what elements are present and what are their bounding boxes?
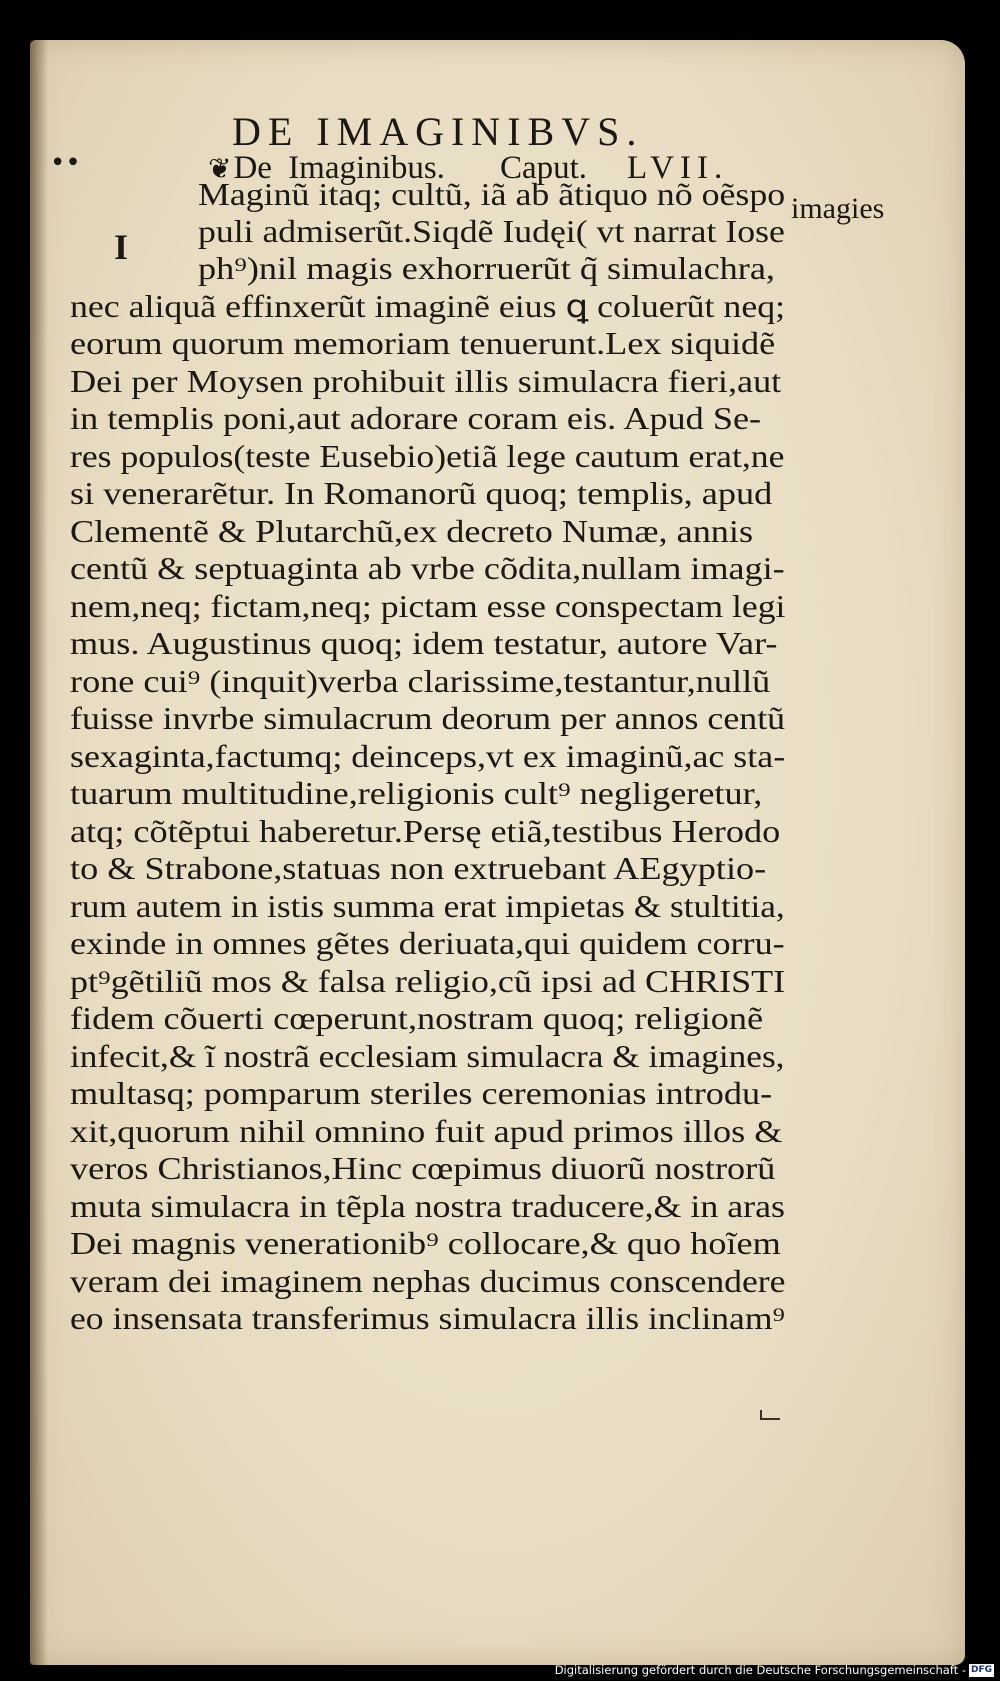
digitization-footer	[555, 1663, 994, 1677]
corner-dots: ••	[50, 148, 81, 178]
text-line: rum autem in istis summa erat impietas & stultitia,	[70, 889, 785, 924]
text-line: multasq; pomparum steriles ceremonias introdu-	[70, 1076, 773, 1111]
text-line: Clementẽ & Plutarchũ,ex decreto Numæ, annis	[70, 514, 754, 549]
text-line: atq; cõtẽptui haberetur.Persę etiã,testibus Herodo	[70, 814, 781, 849]
text-line: Maginũ itaq; cultũ, iã ab ãtiquo nõ oẽspo	[198, 177, 786, 212]
drop-initial: I	[114, 227, 129, 267]
chapter-title: De Imaginibus.	[233, 150, 445, 186]
chapter-number: LVII.	[627, 150, 729, 186]
margin-note: imagies	[791, 192, 885, 225]
dfg-logo: DFG	[970, 1664, 992, 1675]
text-line: veros Christianos,Hinc cœpimus diuorũ nostrorũ	[70, 1151, 776, 1186]
text-line: muta simulacra in tẽpla nostra traducere,& in aras	[70, 1189, 786, 1224]
text-line: nec aliquã effinxerũt imaginẽ eius ꝗ coluerũt neq;	[70, 289, 786, 324]
text-line: fidem cõuerti cœperunt,nostram quoq; religionẽ	[70, 1001, 764, 1036]
text-line: in templis poni,aut adorare coram eis. Apud Se-	[70, 401, 762, 436]
text-line: ph⁹)nil magis exhorruerũt q̃ simulachra,	[198, 251, 775, 286]
text-line: eo insensata transferimus simulacra illis inclinam⁹	[70, 1301, 785, 1336]
text-line: rone cui⁹ (inquit)verba clarissime,testantur,nullũ	[70, 664, 771, 699]
text-line: sexaginta,factumq; deinceps,vt ex imaginũ,ac sta-	[70, 739, 786, 774]
text-line: tuarum multitudine,religionis cult⁹ negligeretur,	[70, 776, 763, 811]
running-head: DE IMAGINIBVS.	[232, 109, 644, 154]
text-line: eorum quorum memoriam tenuerunt.Lex siquidẽ	[70, 326, 776, 361]
chapter-caput: Caput.	[499, 150, 588, 186]
text-line: veram dei imaginem nephas ducimus conscendere	[70, 1264, 786, 1299]
text-line: xit,quorum nihil omnino fuit apud primos illos &	[70, 1114, 783, 1149]
text-line: res populos(teste Eusebio)etiã lege cautum erat,ne	[70, 439, 785, 474]
footer-credit: Digitalisierung gefördert durch die Deutsche Forschungsgemeinschaft -	[554, 1663, 966, 1677]
text-line: to & Strabone,statuas non extruebant AEgyptio-	[70, 851, 767, 886]
text-line: exinde in omnes gẽtes deriuata,qui quidem corru-	[70, 926, 785, 961]
text-line: puli admiserũt.Siqdẽ Iudęi( vt narrat Iose	[198, 214, 785, 249]
leaf-ornament-icon: ❦	[208, 154, 232, 185]
text-line: centũ & septuaginta ab vrbe cõdita,nullam imagi-	[70, 551, 785, 586]
text-line: mus. Augustinus quoq; idem testatur, autore Var-	[70, 626, 778, 661]
text-line: nem,neq; fictam,neq; pictam esse conspectam legi	[70, 589, 786, 624]
text-line: Dei per Moysen prohibuit illis simulacra fieri,aut	[70, 364, 782, 399]
text-line: si venerarẽtur. In Romanorũ quoq; templis, apud	[70, 476, 773, 511]
text-line: Dei magnis venerationib⁹ collocare,& quo hoĩem	[70, 1226, 781, 1261]
catchword-mark	[760, 1410, 780, 1420]
text-line: infecit,& ĩ nostrã ecclesiam simulacra & imagines,	[70, 1039, 785, 1074]
text-line: pt⁹gẽtiliũ mos & falsa religio,cũ ipsi ad CHRISTI	[70, 964, 786, 999]
text-line: fuisse invrbe simulacrum deorum per annos centũ	[70, 701, 786, 736]
